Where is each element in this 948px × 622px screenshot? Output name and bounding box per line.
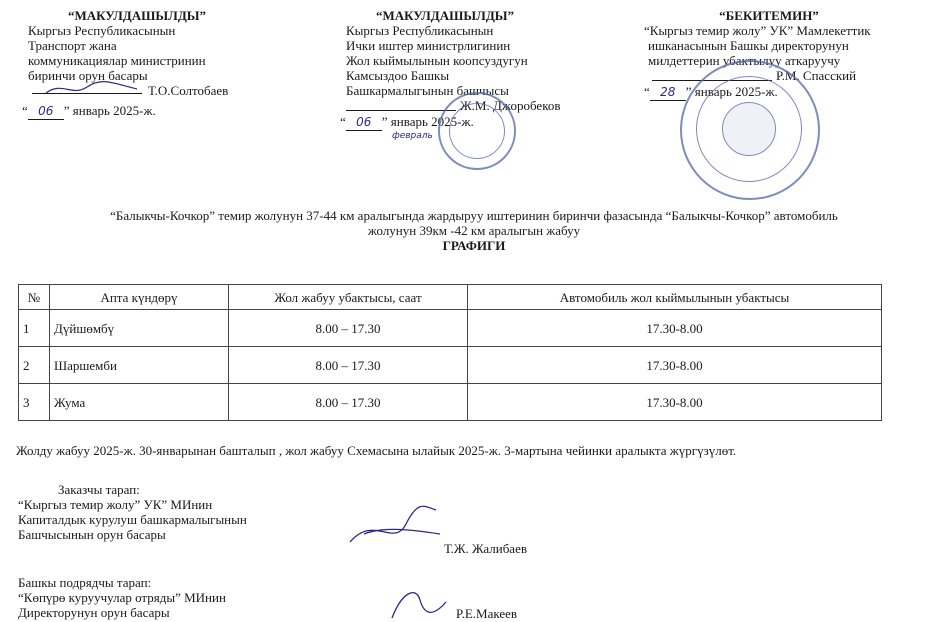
row-traffic-time: 17.30-8.00	[468, 347, 882, 384]
date-day: 06	[346, 115, 382, 131]
table-row	[19, 384, 882, 421]
official-seal	[680, 60, 820, 200]
contractor-signature	[382, 582, 452, 622]
contractor-line: Директорунун орун басары	[18, 605, 170, 620]
row-number: 3	[19, 384, 50, 421]
approval-date: “ 06 ” январь 2025-ж.	[340, 114, 474, 129]
row-weekday: Дүйшөмбү	[50, 310, 229, 347]
customer-block	[18, 482, 348, 542]
customer-signer-name: Т.Ж. Жалибаев	[444, 541, 527, 556]
signature-scribble	[42, 79, 142, 99]
row-closure-time: 8.00 – 17.30	[229, 384, 468, 421]
approval-line: Камсыздоо Башкы	[346, 68, 450, 83]
row-closure-time: 8.00 – 17.30	[229, 347, 468, 384]
date-note: февраль	[392, 131, 433, 141]
approval-line: биринчи орун басары	[28, 68, 148, 83]
date-day: 28	[650, 85, 686, 101]
approval-line: Башкармалыгынын башчысы	[346, 83, 509, 98]
signer-name: Ж.М. Джоробеков	[460, 98, 561, 113]
approval-line: Транспорт жана	[28, 38, 117, 53]
signature-mark	[346, 110, 456, 111]
row-number: 1	[19, 310, 50, 347]
header-traffic-time: Автомобиль жол кыймылынын убактысы	[468, 285, 882, 310]
closure-note: Жолду жабуу 2025-ж. 30-январынан башталып , жол жабуу Схемасына ылайык 2025-ж. 3-мартына чейинки аралыкта жүргүзүлөт.	[16, 443, 737, 458]
table-row	[19, 310, 882, 347]
row-traffic-time: 17.30-8.00	[468, 310, 882, 347]
approval-line: милдеттерин убактылуу аткаруучу	[648, 53, 841, 68]
official-seal	[438, 92, 516, 170]
contractor-block	[18, 575, 348, 620]
approval-heading: “МАКУЛДАШЫЛДЫ”	[375, 8, 515, 23]
approval-line: “Кыргыз темир жолу” УК” Мамлекеттик	[644, 23, 871, 38]
row-traffic-time: 17.30-8.00	[468, 384, 882, 421]
seal-emblem	[722, 102, 776, 156]
row-number: 2	[19, 347, 50, 384]
signature-line	[32, 83, 292, 101]
approval-line: Кыргыз Республикасынын	[28, 23, 176, 38]
header-number: №	[19, 285, 50, 310]
date-day: 06	[28, 104, 64, 120]
table-row	[19, 347, 882, 384]
subject-line: жолунун 39км -42 км аралыгын жабуу	[367, 223, 581, 238]
row-weekday: Жума	[50, 384, 229, 421]
approval-heading: “БЕКИТЕМИН”	[719, 8, 819, 23]
document-subject	[0, 208, 948, 253]
approval-line: ишканасынын Башкы директорунун	[648, 38, 849, 53]
customer-line: Башчысынын орун басары	[18, 527, 166, 542]
signer-name: Р.М. Спасский	[776, 68, 857, 83]
approval-line: Ички иштер министрлигинин	[346, 38, 511, 53]
row-weekday: Шаршемби	[50, 347, 229, 384]
contractor-line: “Көпүрө куруучулар отряды” МИнин	[18, 590, 226, 605]
contractor-line: Башкы подрядчы тарап:	[18, 575, 152, 590]
row-closure-time: 8.00 – 17.30	[229, 310, 468, 347]
customer-signature	[344, 504, 444, 550]
approval-date: “ 06 ” январь 2025-ж.	[22, 103, 156, 118]
approval-line: коммуникациялар министринин	[28, 53, 206, 68]
subject-line: “Балыкчы-Кочкор” темир жолунун 37-44 км аралыгында жардыруу иштеринин биринчи фазасында “Балыкчы-Кочкор” автомобиль	[110, 208, 838, 223]
approval-line: Кыргыз Республикасынын	[346, 23, 494, 38]
customer-line: Капиталдык курулуш башкармалыгынын	[18, 512, 247, 527]
header-closure-time: Жол жабуу убактысы, саат	[229, 285, 468, 310]
approval-date: “ 28 ” январь 2025-ж.	[644, 84, 778, 99]
table-header-row	[19, 285, 882, 310]
approval-heading: “МАКУЛДАШЫЛДЫ”	[67, 8, 207, 23]
approval-line: Жол кыймылынын коопсуздугун	[346, 53, 528, 68]
schedule-table	[18, 284, 882, 421]
contractor-signer-name: Р.Е.Макеев	[456, 606, 518, 621]
seal-inner-ring	[449, 103, 505, 159]
approval-block-1	[22, 8, 292, 120]
customer-line: Заказчы тарап:	[58, 482, 140, 497]
header-weekday: Апта күндөрү	[50, 285, 229, 310]
signer-name: Т.О.Солтобаев	[148, 83, 229, 98]
document-title: ГРАФИГИ	[442, 238, 506, 253]
customer-line: “Кыргыз темир жолу” УК” МИнин	[18, 497, 213, 512]
